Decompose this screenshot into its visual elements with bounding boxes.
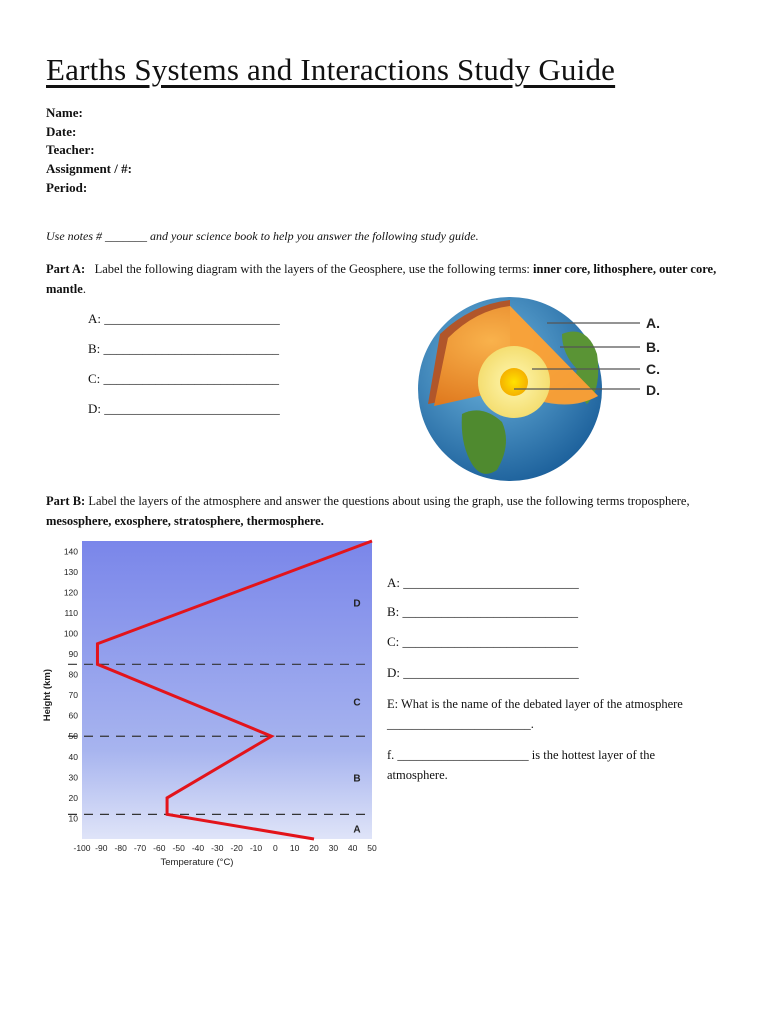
part-b-instructions [46,491,736,531]
assignment-label: Assignment / #: [46,161,132,177]
part-a-text: Label the following diagram with the layers of the Geosphere, use the following terms: [94,262,534,276]
part-b-answer-c: C: ___________________________ [387,634,579,649]
diagram-label-b: B. [646,339,660,355]
part-b-terms: mesosphere, exosphere, stratosphere, thermosphere. [46,514,324,528]
y-tick-label: 20 [68,792,78,803]
y-tick-label: 90 [68,649,78,660]
date-label: Date: [46,123,77,139]
chart-plot-area [82,541,372,839]
x-tick-label: -20 [230,843,243,853]
y-tick-label: 10 [68,813,78,824]
part-b-answer-a: A: ___________________________ [387,575,579,590]
y-axis-label: Height (km) [42,669,53,722]
y-tick-label: 140 [63,546,78,557]
teacher-label: Teacher: [46,142,95,158]
period-label: Period: [46,179,88,195]
x-tick-label: -30 [211,843,224,853]
layer-label: D [353,598,361,610]
x-tick-label: 20 [309,843,319,853]
x-tick-label: -90 [95,843,108,853]
notes-instruction: Use notes # _______ and your science book to help you answer the following study guide. [46,229,479,243]
atmosphere-temperature-chart [38,536,383,876]
x-tick-label: -100 [73,843,91,853]
part-a-label: Part A: [46,262,86,276]
y-tick-label: 100 [63,628,78,639]
part-a-instructions [46,259,736,299]
y-tick-label: 70 [68,690,78,701]
earth-layers-diagram [412,294,702,490]
student-info [46,104,132,197]
inner-core-layer [500,368,528,396]
x-tick-label: -10 [249,843,263,853]
y-tick-label: 60 [68,710,78,721]
x-tick-label: -80 [114,843,127,853]
x-axis-label: Temperature (°C) [160,857,234,868]
layer-label: B [353,773,361,785]
part-a-answer-a: A: ___________________________ [88,311,280,326]
question-e: E: What is the name of the debated layer of the atmosphere _______________________. [387,697,683,731]
y-tick-label: 30 [68,772,78,783]
layer-label: C [353,697,361,709]
diagram-label-d: D. [646,382,660,398]
x-tick-label: -70 [133,843,147,853]
layer-label: A [353,824,361,836]
y-tick-label: 110 [64,607,78,618]
part-a-answer-d: D: ___________________________ [88,401,280,416]
part-a-period: . [82,282,86,296]
question-f: f. _____________________ is the hottest layer of the atmosphere. [387,748,656,782]
y-tick-label: 80 [68,669,78,680]
diagram-label-a: A. [646,315,660,331]
diagram-label-c: C. [646,361,660,377]
part-a-terms-2: lithosphere, outer core, mantle [46,262,717,296]
y-tick-label: 50 [68,731,78,742]
y-tick-label: 130 [63,566,78,577]
part-b-answer-b: B: ___________________________ [387,604,579,619]
part-a-answer-c: C: ___________________________ [88,371,280,386]
x-tick-label: 40 [347,843,358,853]
x-tick-label: -50 [172,843,185,853]
part-b-answer-d: D: ___________________________ [387,665,579,680]
y-tick-label: 120 [63,587,78,598]
x-tick-label: 0 [272,843,278,853]
x-tick-label: -60 [153,843,166,853]
part-a-answer-b: B: ___________________________ [88,341,280,356]
x-tick-label: 30 [328,843,339,853]
x-tick-label: -40 [191,843,205,853]
page-title: Earths Systems and Interactions Study Guide [46,52,616,87]
x-tick-label: 10 [289,843,300,853]
part-a-terms-1: inner core, [533,262,591,276]
x-tick-label: 50 [367,843,377,853]
part-b-text: Label the layers of the atmosphere and answer the questions about using the graph, use the following terms troposphere, [88,494,690,508]
part-b-label: Part B: [46,494,86,508]
y-tick-label: 40 [68,751,78,762]
name-label: Name: [46,105,83,120]
